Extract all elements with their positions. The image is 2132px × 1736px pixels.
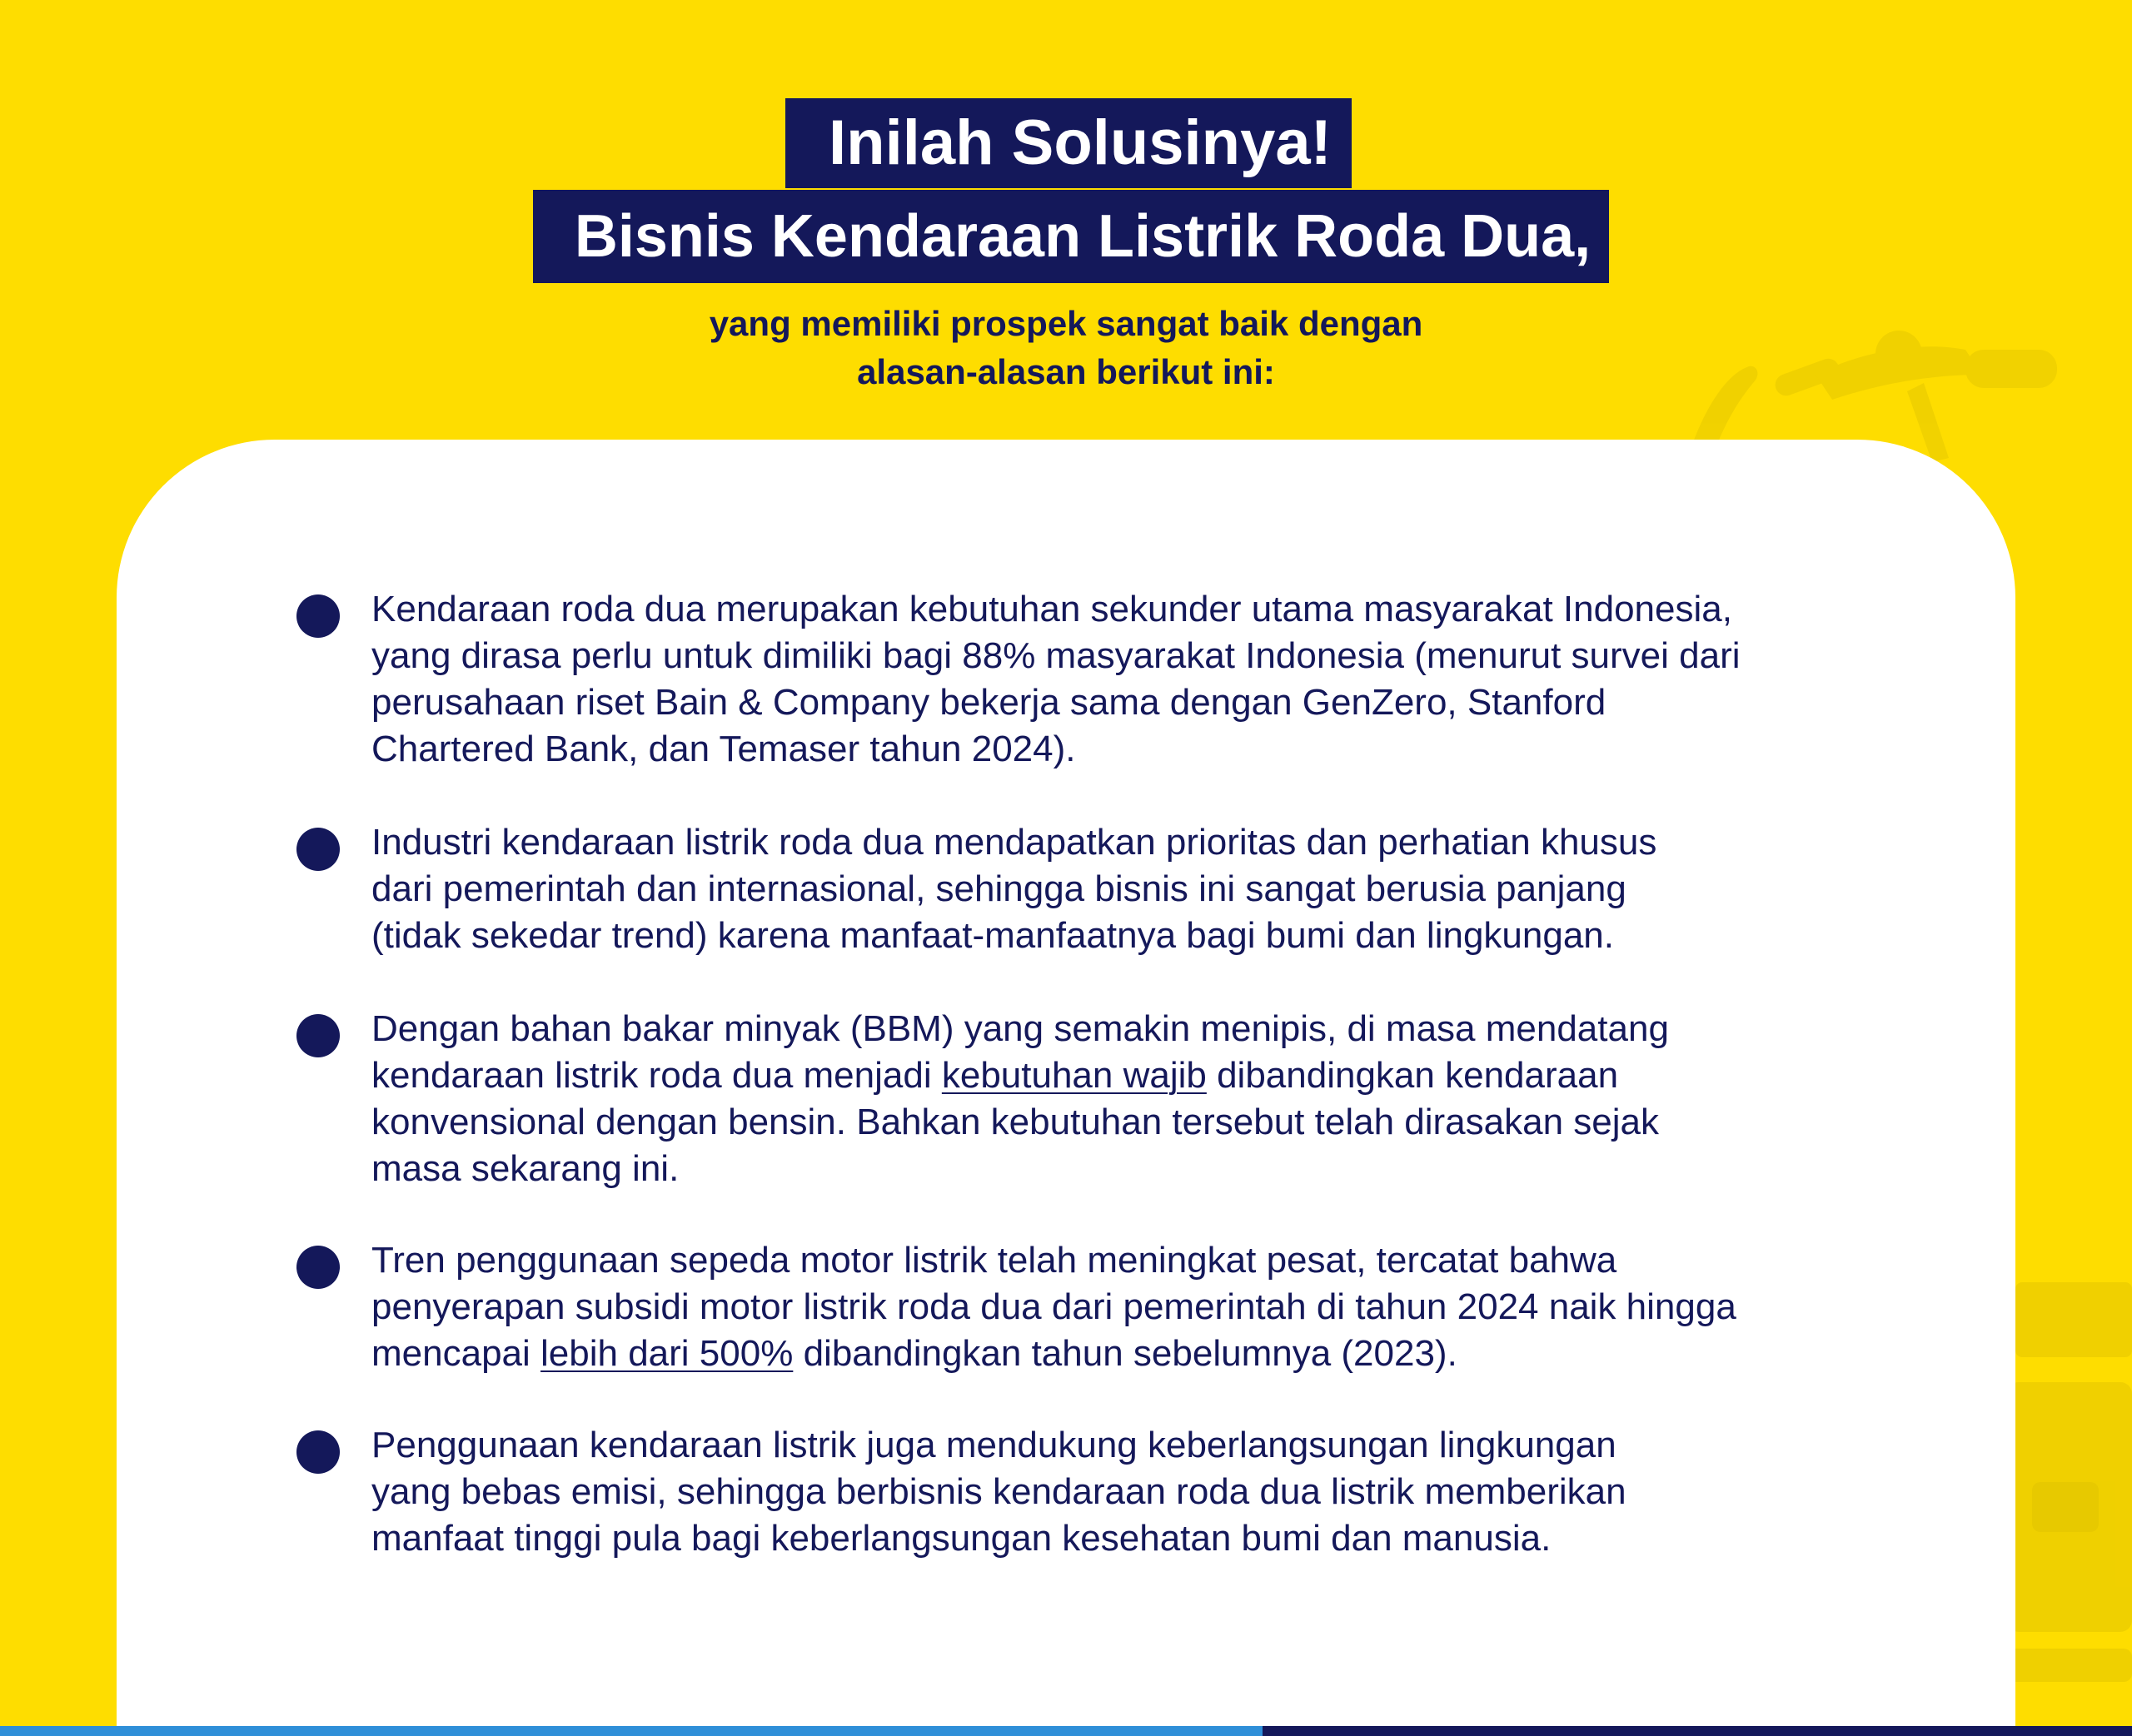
reason-1-line-3: perusahaan riset Bain & Company bekerja sama dengan GenZero, Stanford [371, 682, 1606, 723]
reason-text-1 [371, 586, 1970, 773]
reason-2-line-1: Industri kendaraan listrik roda dua mendapatkan prioritas dan perhatian khusus [371, 822, 1657, 863]
bottom-stripe-navy [1263, 1726, 2132, 1736]
bottom-stripe [0, 1726, 2132, 1736]
reason-3-line-3: konvensional dengan bensin. Bahkan kebutuhan tersebut telah dirasakan sejak [371, 1102, 1659, 1142]
reasons-list [117, 440, 2015, 1736]
underlined-kebutuhan-wajib: kebutuhan wajib [941, 1055, 1207, 1096]
reason-1-line-2: yang dirasa perlu untuk dimiliki bagi 88% masyarakat Indonesia (menurut survei dari [371, 635, 1741, 676]
reason-3-line-4: masa sekarang ini. [371, 1148, 680, 1189]
title-line-1 [0, 98, 2132, 188]
bullet-dot-icon [296, 594, 340, 638]
title-highlight-1: Inilah Solusinya! [785, 98, 1352, 188]
reason-5-line-1: Penggunaan kendaraan listrik juga mendukung keberlangsungan lingkungan [371, 1425, 1616, 1465]
reason-text-5 [371, 1422, 1970, 1562]
reason-5-line-3: manfaat tinggi pula bagi keberlangsungan kesehatan bumi dan manusia. [371, 1518, 1552, 1559]
reason-text-3 [371, 1006, 1970, 1192]
bullet-dot-icon [296, 828, 340, 871]
reason-text-4 [371, 1237, 1970, 1377]
content-card [117, 440, 2015, 1736]
bullet-dot-icon [296, 1430, 340, 1474]
subtitle-line-1: yang memiliki prospek sangat baik dengan [709, 304, 1423, 343]
bullet-dot-icon [296, 1246, 340, 1289]
reason-4-line-1: Tren penggunaan sepeda motor listrik telah meningkat pesat, tercatat bahwa [371, 1240, 1617, 1281]
reason-5-line-2: yang bebas emisi, sehingga berbisnis kendaraan roda dua listrik memberikan [371, 1471, 1626, 1512]
reason-1-line-1: Kendaraan roda dua merupakan kebutuhan sekunder utama masyarakat Indonesia, [371, 589, 1732, 629]
reason-3-line-2-after: dibandingkan kendaraan [1206, 1055, 1619, 1096]
bullet-dot-icon [296, 1014, 340, 1057]
reason-2-line-3: (tidak sekedar trend) karena manfaat-manfaatnya bagi bumi dan lingkungan. [371, 915, 1615, 956]
subtitle-line-2: alasan-alasan berikut ini: [857, 352, 1275, 391]
reason-4-line-2: penyerapan subsidi motor listrik roda dua dari pemerintah di tahun 2024 naik hingga [371, 1286, 1736, 1327]
subtitle [0, 300, 2132, 396]
reason-4-line-3-after: dibandingkan tahun sebelumnya (2023). [793, 1333, 1457, 1374]
bottom-stripe-blue [0, 1726, 1263, 1736]
reason-text-2 [371, 819, 1970, 959]
reason-2-line-2: dari pemerintah dan internasional, sehingga bisnis ini sangat berusia panjang [371, 868, 1626, 909]
reason-1-line-4: Chartered Bank, dan Temaser tahun 2024). [371, 729, 1076, 769]
title-highlight-2: Bisnis Kendaraan Listrik Roda Dua, [533, 190, 1609, 283]
reason-4-line-3-before: mencapai [371, 1333, 541, 1374]
reason-3-line-2-before: kendaraan listrik roda dua menjadi [371, 1055, 942, 1096]
title-line-2 [0, 190, 2132, 283]
reason-3-line-1: Dengan bahan bakar minyak (BBM) yang semakin menipis, di masa mendatang [371, 1008, 1669, 1049]
underlined-lebih-dari-500: lebih dari 500% [540, 1333, 794, 1374]
